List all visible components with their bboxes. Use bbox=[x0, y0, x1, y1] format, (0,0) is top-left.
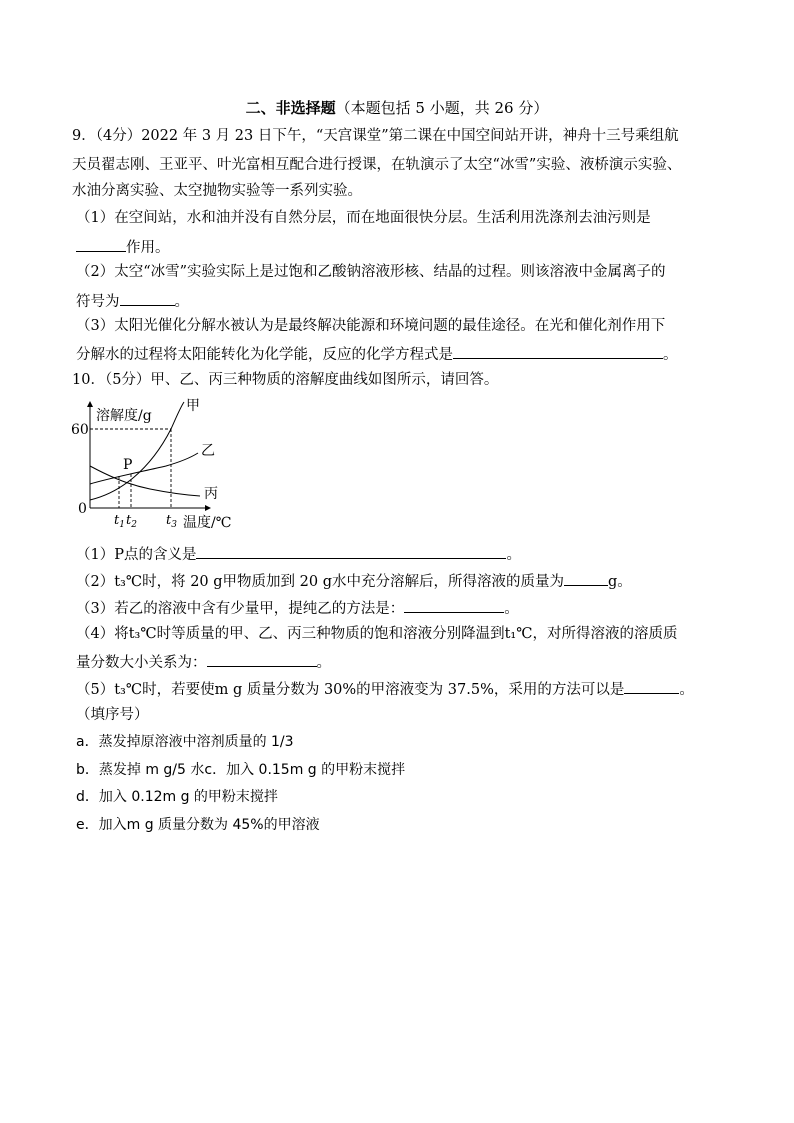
q10-part2-unit: g。 bbox=[608, 574, 632, 590]
option-e: e．加入m g 质量分数为 45%的甲溶液 bbox=[76, 817, 320, 833]
section-title bbox=[0, 98, 794, 118]
q10-part3-text: （3）若乙的溶液中含有少量甲，提纯乙的方法是： bbox=[76, 601, 405, 617]
q9-part2-prefix: 符号为 bbox=[76, 294, 120, 310]
answer-blank[interactable] bbox=[120, 290, 175, 306]
q9-part2-line-2 bbox=[76, 290, 189, 312]
q9-part3-line-1: （3）太阳光催化分解水被认为是最终解决能源和环境问题的最佳途径。在光和催化剂作用下 bbox=[76, 318, 666, 334]
q10-part4-prefix: 量分数大小关系为： bbox=[76, 655, 207, 671]
answer-blank[interactable] bbox=[207, 651, 317, 667]
q10-part5-text: （5）t₃℃时，若要使m g 质量分数为 30%的甲溶液变为 37.5%，采用的方法可以是 bbox=[76, 682, 625, 698]
q10-part4-line-1: （4）将t₃℃时等质量的甲、乙、丙三种物质的饱和溶液分别降温到t₁℃，对所得溶液的溶质质 bbox=[76, 626, 678, 642]
q10-part2 bbox=[76, 570, 632, 592]
q10-part4-line-2 bbox=[76, 651, 331, 673]
q9-part3-line-2 bbox=[76, 343, 678, 365]
q9-intro-line-1: 9．（4分）2022 年 3 月 23 日下午，“天宫课堂”第二课在中国空间站开讲，神舟十三号乘组航 bbox=[72, 128, 679, 144]
x-tick-t3: $t_3$ bbox=[166, 513, 177, 530]
y-tick-60: 60 bbox=[71, 422, 89, 438]
q9-part3-prefix: 分解水的过程将太阳能转化为化学能，反应的化学方程式是 bbox=[76, 347, 453, 363]
solubility-chart bbox=[70, 398, 240, 534]
section-title-bold: 二、非选择题 bbox=[245, 99, 336, 117]
x-tick-t2: $t_2$ bbox=[126, 513, 137, 530]
y-tick-0: 0 bbox=[78, 501, 87, 517]
q10-part5-line-2: （填序号） bbox=[76, 707, 149, 723]
period: 。 bbox=[316, 655, 331, 671]
q10-part2-text: （2）t₃℃时，将 20 g甲物质加到 20 g水中充分溶解后，所得溶液的质量为 bbox=[76, 574, 564, 590]
q10-intro: 10．（5分）甲、乙、丙三种物质的溶解度曲线如图所示，请回答。 bbox=[72, 372, 499, 388]
answer-blank[interactable] bbox=[453, 343, 663, 359]
period: 。 bbox=[663, 347, 678, 363]
series-label-yi: 乙 bbox=[201, 443, 215, 459]
q10-part5-line-1 bbox=[76, 678, 694, 700]
period: 。 bbox=[679, 682, 694, 698]
option-b-c: b．蒸发掉 m g/5 水c．加入 0.15m g 的甲粉末搅拌 bbox=[76, 762, 406, 778]
answer-blank[interactable] bbox=[196, 543, 506, 559]
answer-blank[interactable] bbox=[404, 597, 504, 613]
q10-part1-text: （1）P点的含义是 bbox=[76, 547, 197, 563]
point-p-label: P bbox=[123, 457, 133, 473]
q9-part1-suffix: 作用。 bbox=[126, 240, 170, 256]
q9-part1-line-2 bbox=[76, 236, 170, 258]
q9-part2-line-1: （2）太空“冰雪”实验实际上是过饱和乙酸钠溶液形核、结晶的过程。则该溶液中金属离子的 bbox=[76, 264, 666, 280]
q9-intro-line-3: 水油分离实验、太空抛物实验等一系列实验。 bbox=[72, 183, 362, 199]
x-axis-label: 温度/℃ bbox=[183, 515, 232, 531]
y-axis-label: 溶解度/g bbox=[96, 408, 152, 424]
option-a: a．蒸发掉原溶液中溶剂质量的 1/3 bbox=[76, 734, 294, 750]
answer-blank[interactable] bbox=[564, 570, 608, 586]
period: 。 bbox=[504, 601, 519, 617]
option-d: d．加入 0.12m g 的甲粉末搅拌 bbox=[76, 789, 278, 805]
series-label-jia: 甲 bbox=[186, 398, 200, 414]
series-label-bing: 丙 bbox=[204, 486, 218, 502]
answer-blank[interactable] bbox=[624, 678, 679, 694]
q9-part1-line-1: （1）在空间站，水和油并没有自然分层，而在地面很快分层。生活利用洗涤剂去油污则是 bbox=[76, 210, 651, 226]
q10-part1 bbox=[76, 543, 521, 565]
period: 。 bbox=[174, 294, 189, 310]
period: 。 bbox=[506, 547, 521, 563]
q9-intro-line-2: 天员翟志刚、王亚平、叶光富相互配合进行授课，在轨演示了太空“冰雪”实验、液桥演示实验、 bbox=[72, 157, 682, 173]
x-tick-t1: $t_1$ bbox=[114, 513, 125, 530]
q10-part3 bbox=[76, 597, 519, 619]
curve-yi bbox=[90, 453, 198, 484]
answer-blank[interactable] bbox=[76, 236, 126, 252]
section-title-rest: （本题包括 5 小题，共 26 分） bbox=[335, 99, 549, 117]
